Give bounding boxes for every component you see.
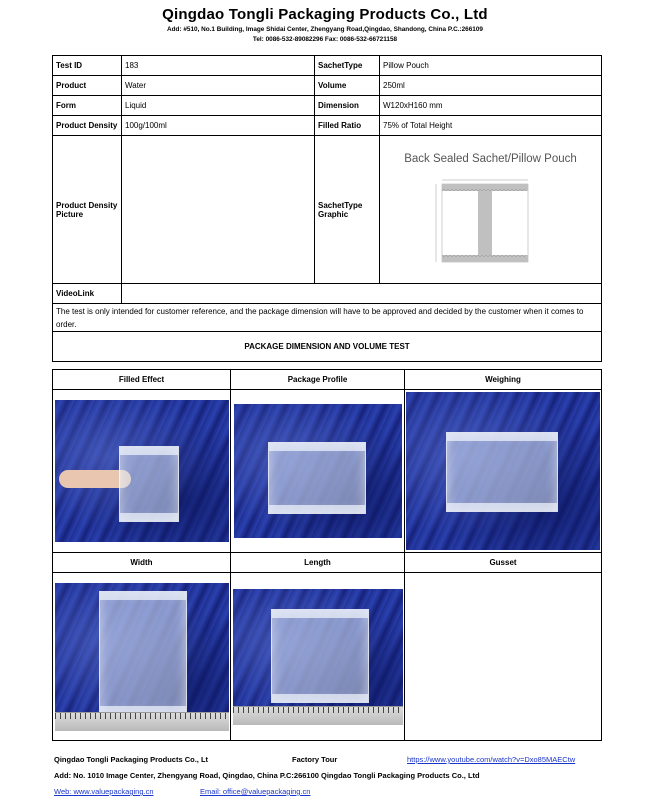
- video-link-value: [122, 284, 602, 304]
- ruler-image: [55, 712, 229, 731]
- disclaimer-note: The test is only intended for customer reference, and the package dimension will have to be approved and decided by the customer when it comes to order.: [53, 304, 602, 332]
- graphic-title: Back Sealed Sachet/Pillow Pouch: [404, 153, 577, 165]
- length-label: Length: [231, 553, 405, 573]
- density-picture-label: Product Density Picture: [53, 136, 122, 284]
- gusset-label: Gusset: [405, 553, 602, 573]
- footer-youtube-link[interactable]: https://www.youtube.com/watch?v=Dxo85MAECtw: [407, 755, 576, 764]
- filled-effect-cell: [53, 390, 231, 553]
- company-address: Add: #510, No.1 Building, Image Shidai Center, Zhengyang Road,Qingdao, Shandong, China P.C.:266109: [167, 26, 483, 33]
- filled-ratio-value: 75% of Total Height: [380, 116, 602, 136]
- form-label: Form: [53, 96, 122, 116]
- package-profile-cell: [231, 390, 405, 553]
- dimension-value: W120xH160 mm: [380, 96, 602, 116]
- test-id-value: 183: [122, 56, 315, 76]
- photo-table: [52, 369, 602, 741]
- gusset-cell: [405, 573, 602, 741]
- density-label: Product Density: [53, 116, 122, 136]
- density-picture-cell: [122, 136, 315, 284]
- water-pouch-image: [119, 446, 179, 522]
- sachet-type-value: Pillow Pouch: [380, 56, 602, 76]
- product-label: Product: [53, 76, 122, 96]
- sachet-graphic: [380, 136, 601, 283]
- test-id-label: Test ID: [53, 56, 122, 76]
- weighing-cell: [405, 390, 602, 553]
- footer-company: Qingdao Tongli Packaging Products Co., Lt: [54, 755, 209, 764]
- sachet-type-label: SachetType: [315, 56, 380, 76]
- footer-factory-tour: Factory Tour: [292, 755, 338, 764]
- form-value: Liquid: [122, 96, 315, 116]
- package-profile-label: Package Profile: [231, 370, 405, 390]
- weighing-photo: [406, 392, 600, 550]
- section-title: PACKAGE DIMENSION AND VOLUME TEST: [53, 332, 602, 362]
- density-value: 100g/100ml: [122, 116, 315, 136]
- weighing-label: Weighing: [405, 370, 602, 390]
- video-link-label: VideoLink: [53, 284, 122, 304]
- footer-address: Add: No. 1010 Image Center, Zhengyang Road, Qingdao, China P.C:266100 Qingdao Tongli Packaging Products Co., Ltd: [54, 771, 480, 780]
- width-photo: [55, 583, 229, 731]
- pillow-pouch-diagram: [380, 136, 602, 283]
- water-pouch-image: [271, 609, 369, 703]
- dimension-label: Dimension: [315, 96, 380, 116]
- water-pouch-image: [268, 442, 366, 514]
- width-cell: [53, 573, 231, 741]
- filled-effect-label: Filled Effect: [53, 370, 231, 390]
- volume-value: 250ml: [380, 76, 602, 96]
- length-cell: [231, 573, 405, 741]
- package-profile-photo: [234, 404, 402, 538]
- ruler-image: [233, 706, 403, 725]
- width-label: Width: [53, 553, 231, 573]
- water-pouch-image: [446, 432, 558, 512]
- product-value: Water: [122, 76, 315, 96]
- sachet-graphic-label: SachetType Graphic: [315, 136, 380, 284]
- company-title: Qingdao Tongli Packaging Products Co., Ltd: [162, 6, 488, 23]
- spec-table: [52, 55, 602, 362]
- filled-effect-photo: [55, 400, 229, 542]
- water-pouch-image: [99, 591, 187, 715]
- filled-ratio-label: Filled Ratio: [315, 116, 380, 136]
- footer-web-link[interactable]: Web: www.valuepackaging.cn: [54, 787, 154, 796]
- volume-label: Volume: [315, 76, 380, 96]
- footer-email-link[interactable]: Email: office@valuepackaging.cn: [200, 787, 311, 796]
- sachet-graphic-cell: [380, 136, 602, 284]
- length-photo: [233, 589, 403, 725]
- company-contact: Tel: 0086-532-89082296 Fax: 0086-532-66721158: [252, 36, 398, 43]
